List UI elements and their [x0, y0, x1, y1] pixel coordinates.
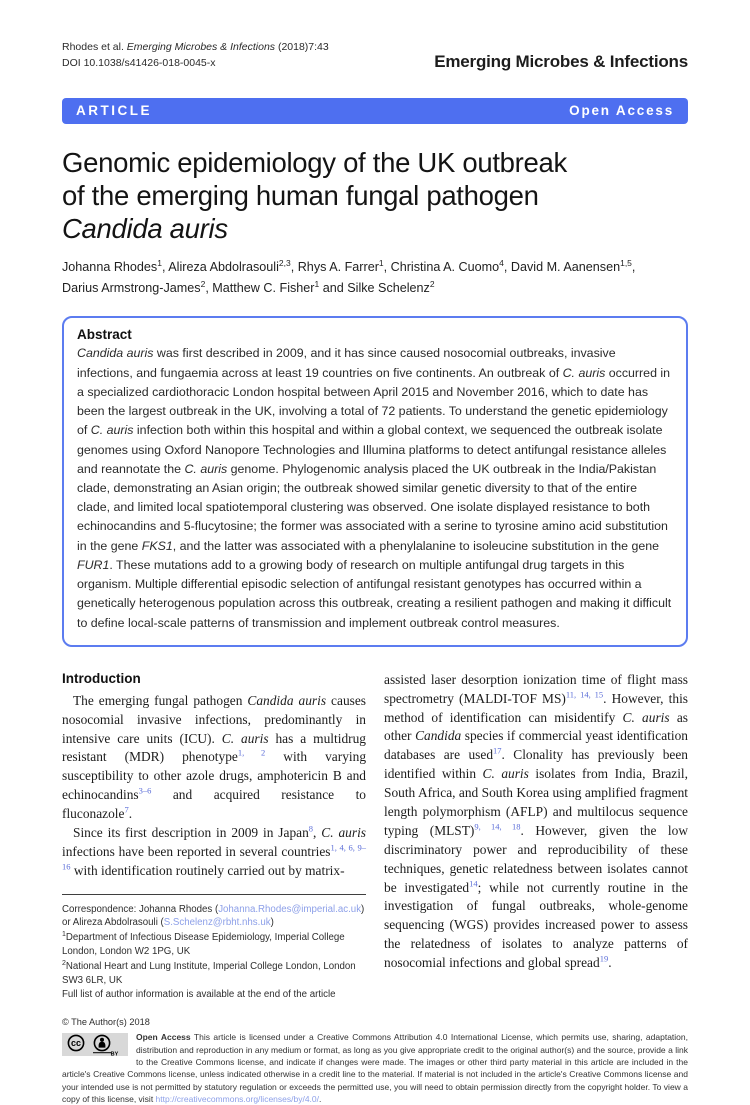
affiliation-1: $^1$Department of Infectious Disease Epidemiology, Imperial College London, London W2 1PG, UK [62, 931, 345, 958]
author-list: Johanna Rhodes$^1$, Alireza Abdolrasouli$^{2,3}$, Rhys A. Farrer$^1$, Christina A. Cuomo$^4$, David M. Aanensen$^{1,5}$, Darius Armstrong-James$^2$, Matthew C. Fisher$^1$ and Silke Schelenz$^2$ [62, 258, 636, 296]
article-type-label: ARTICLE [76, 102, 152, 118]
intro-paragraph-2: Since its first description in 2009 in Japan$^8$, C. auris infections have been reported in several countries$^{1, 4, 6, 9-16}$ with identification routinely carried out by matrix- [62, 823, 366, 878]
introduction-text [62, 692, 366, 881]
abstract-text: Candida auris was first described in 2009, and it has since caused nosocomial outbreaks, invasive infections, and fungaemia across at least 19 countries on five continents. An outbreak of C. auris occurred in a specialized cardiothoracic London hospital between April 2015 and November 2016, which to date has been the largest outbreak in the UK, involving a total of 72 patients. To understand the genetic epidemiology of C. auris infection both within this hospital and within a global context, we sequenced the outbreak isolate genomes using Oxford Nanopore Technologies and Illumina platforms to detect antifungal resistance alleles and reannotate the C. auris genome. Phylogenomic analysis placed the UK outbreak in the India/Pakistan clade, demonstrating an Asian origin; the outbreak showed similar genetic diversity to that of the entire clade, and limited local spatiotemporal clustering was observed. One isolate displayed resistance to both echinocandins and 5-flucytosine; the former was associated with a serine to tyrosine amino acid substitution in the gene FKS1, and the latter was associated with a phenylalanine to isoleucine substitution in the gene FUR1. These mutations add to a growing body of research on multiple antifungal drug targets in this organism. Multiple differential episodic selection of antifungal resistant genotypes has occurred within a genetically heterogenous population across this outbreak, creating a resilient pathogen and making it difficult to define local-scale patterns of transmission and implement outbreak control measures. [77, 346, 672, 630]
doi-line: DOI 10.1038/s41426-018-0045-x [62, 56, 216, 69]
correspondence-note: Correspondence: Johanna Rhodes (Johanna.Rhodes@imperial.ac.uk) or Alireza Abdolrasouli (S.Schelenz@rbht.nhs.uk) [62, 903, 365, 929]
citation-line: Rhodes et al. Emerging Microbes & Infections (2018)7:43 [62, 41, 329, 53]
superscript: 2,3 [278, 258, 291, 269]
body-columns [62, 671, 688, 1002]
hyperlink[interactable]: S.Schelenz@rbht.nhs.uk [163, 917, 271, 929]
reference-link[interactable]: 1, 2 [237, 747, 266, 758]
hyperlink[interactable]: http://creativecommons.org/licenses/by/4.0/ [155, 1094, 320, 1105]
reference-link[interactable]: 7 [124, 804, 129, 815]
hyperlink[interactable]: Johanna.Rhodes@imperial.ac.uk [218, 903, 362, 915]
license-block [62, 1017, 688, 1105]
journal-name: Emerging Microbes & Infections [434, 51, 688, 71]
reference-link[interactable]: 9, 14, 18 [474, 821, 521, 832]
cc-by-badge[interactable] [62, 1033, 128, 1061]
title-line-2: of the emerging human fungal pathogen [62, 179, 539, 211]
superscript: 2 [429, 278, 435, 289]
title-line-1: Genomic epidemiology of the UK outbreak [62, 146, 567, 178]
reference-link[interactable]: 11, 14, 15 [565, 689, 604, 700]
superscript: 1 [157, 258, 162, 269]
article-title [62, 146, 688, 246]
intro-paragraph-3: assisted laser desorption ionization time of flight mass spectrometry (MALDI-TOF MS)$^{11, 14, 15}$. However, this method of identification can misidentify C. auris as other Candida species if commercial yeast identification databases are used$^{17}$. Clonality has previously been identified within C. auris isolates from India, Brazil, South Africa, and South Korea using amplified fragment length polymorphism (AFLP) and multilocus sequence typing (MLST)$^{9, 14, 18}$. However, given the low discriminatory power and reproducibility of these techniques, genetic relatedness between isolates cannot be investigated$^{14}$; while not currently routine in the investigation of fungal outbreaks, whole-genome sequencing (WGS) provides increased power to assess the relatedness of isolates to analyze patterns of nosocomial infections and global spread$^{19}$. [384, 671, 689, 971]
superscript: 1 [62, 931, 66, 939]
abstract-box [62, 316, 688, 646]
intro-paragraph-1: The emerging fungal pathogen Candida auris causes nosocomial invasive infections, predominantly in intensive care units (ICU). C. auris has a multidrug resistant (MDR) phenotype$^{1, 2}$ with varying susceptibility to other azole drugs, amphotericin B and echinocandins$^{3-6}$ and acquired resistance to fluconazole$^7$. [62, 692, 367, 822]
citation-block [62, 40, 329, 72]
superscript: 2 [200, 278, 206, 289]
left-column [62, 671, 366, 1002]
svg-text:BY: BY [110, 1051, 119, 1058]
reference-link[interactable]: 8 [308, 823, 314, 834]
title-line-3: Candida auris [62, 213, 228, 245]
superscript: 1 [378, 258, 384, 269]
reference-link[interactable]: 14 [469, 878, 478, 889]
page-header [62, 40, 688, 72]
reference-link[interactable]: 1, 4, 6, 9–16 [62, 842, 366, 872]
superscript: 1,5 [620, 258, 632, 269]
superscript: 2 [62, 959, 66, 967]
abstract-heading: Abstract [77, 327, 132, 343]
author-info-note: Full list of author information is available at the end of the article [62, 988, 336, 1000]
superscript: 1 [314, 278, 320, 289]
reference-link[interactable]: 3–6 [138, 785, 152, 796]
svg-text:cc: cc [70, 1038, 82, 1049]
right-column-text [384, 671, 688, 973]
superscript: 4 [499, 258, 504, 269]
license-text: Open Access This article is licensed under a Creative Commons Attribution 4.0 International License, which permits use, sharing, adaptation, distribution and reproduction in any medium or format, as long as you give appropriate credit to the original author(s) and the source, provide a link to the Creative Commons license, and indicate if changes were made. The images or other third party material in this article are included in the article's Creative Commons license, unless indicated otherwise in a credit line to the material. If material is not included in the article's Creative Commons license and your intended use is not permitted by statutory regulation or exceeds the permitted use, you will need to obtain permission directly from the copyright holder. To view a copy of this license, visit http://creativecommons.org/licenses/by/4.0/. [62, 1032, 688, 1105]
section-heading-introduction: Introduction [62, 670, 141, 686]
reference-link[interactable]: 19 [599, 953, 609, 964]
affiliation-2: $^2$National Heart and Lung Institute, Imperial College London, London SW3 6LR, UK [62, 959, 356, 986]
right-column [384, 671, 688, 1002]
footnote-block [62, 894, 366, 1002]
article-type-banner [62, 98, 688, 124]
cc-icon [68, 1036, 83, 1051]
copyright-line: © The Author(s) 2018 [62, 1017, 150, 1028]
open-access-label: Open Access [569, 102, 674, 118]
reference-link[interactable]: 17 [493, 745, 502, 756]
